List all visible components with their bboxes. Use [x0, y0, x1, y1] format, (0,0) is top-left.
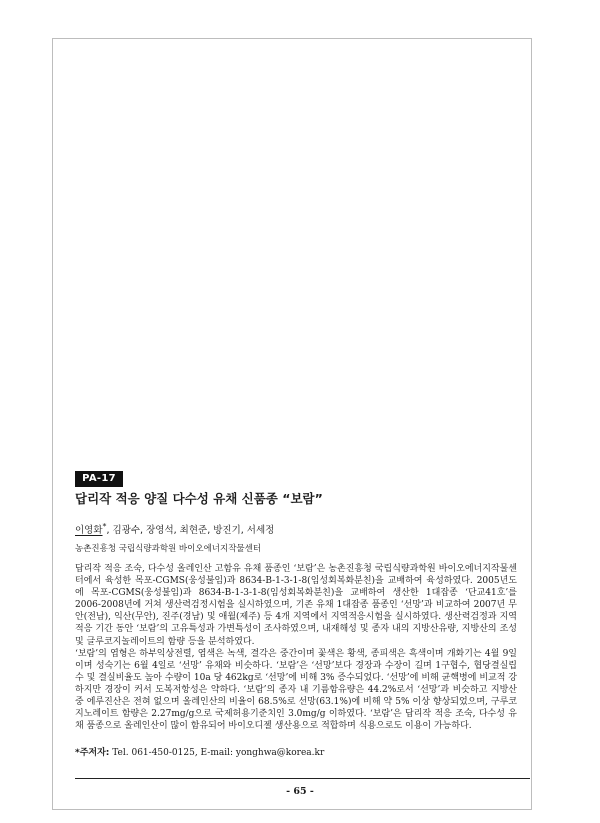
abstract-body — [75, 563, 517, 732]
contact-details: Tel. 061-450-0125, E-mail: yonghwa@korea.kr — [109, 748, 325, 758]
author-list — [75, 520, 274, 537]
contact-info — [75, 747, 324, 759]
page-number: - 65 - — [286, 786, 314, 797]
first-author: 이영화 — [75, 525, 103, 537]
corresponding-author-marker: * — [102, 522, 107, 531]
abstract-paragraph: 답리작 적응 조숙, 다수성 올레인산 고함유 유채 품종인 ‘보람’은 농촌진흥청 국립식량과학원 바이오에너지작물센터에서 육성한 목포-CGMS(웅성불임)과 8634-B-1-3-1-8(임성회복화분친)을 교배하여 육성하였다. 2005년도에 목포-CGMS(웅성불임)과 8634-B-1-3-1-8(임성회복화분친)을 교배하여 생산한 1대잡종 ‘단교41호’를 2006-2008년에 거쳐 생산력검정시험을 실시하였으며, 기존 유채 1대잡종 품종인 ‘선망’과 비교하여 2007년 무안(전남), 익산(무안), 진주(경남) 및 애월(제주) 등 4개 지역에서 지역적응시험을 실시하였다. 생산력검정과 지역적응 기간 동안 ‘보람’의 고유특성과 가변특성이 조사하였으며, 내재해성 및 종자 내의 지방산유량, 지방산의 조성 및 글루코지놀레이트의 함량 등을 분석하였다. — [75, 564, 517, 647]
affiliation: 농촌진흥청 국립식량과학원 바이오에너지작물센터 — [75, 544, 262, 554]
session-badge: PA-17 — [75, 471, 123, 487]
contact-label: *주저자: — [75, 748, 110, 758]
co-authors: , 김광수, 장영석, 최현준, 방진기, 서세정 — [106, 525, 275, 537]
abstract-paragraph: ‘보람’의 엽형은 하부익상전렬, 엽색은 녹색, 결각은 중간이며 꽃색은 황색, 종피색은 흑색이며 개화기는 4월 9일이며 성숙기는 6월 4일로 ‘선망’ 유채와 비슷하다. ‘보람’은 ‘선망’보다 경장과 수장이 길며 1구협수, 협당결실립수 및 결실비율도 높아 수량이 10a 당 462kg로 ‘선망’에 비해 3% 증수되었다. ‘선망’에 비해 균핵병에 비교적 강하지만 경장이 커서 도복저항성은 약하다. ‘보람’의 종자 내 기름함유량은 44.2%로서 ‘선망’과 비슷하고 지방산 중 에루진산은 전혀 없으며 올레인산의 비율이 68.5%로 선망(63.1%)에 비해 약 5% 이상 향상되었으며, 구루코지노레이트 함량은 2.27mg/g으로 국제허용기준치인 3.0mg/g 이하였다. ‘보람’은 답리작 적응 조숙, 다수성 유채 품종으로 올레인산이 많이 함유되어 바이오디젤 생산용으로 적합하며 식용으로도 이용이 가능하다. — [75, 648, 517, 732]
footer-divider — [75, 778, 530, 779]
paper-title: 답리작 적응 양질 다수성 유채 신품종 “보람” — [75, 491, 323, 506]
